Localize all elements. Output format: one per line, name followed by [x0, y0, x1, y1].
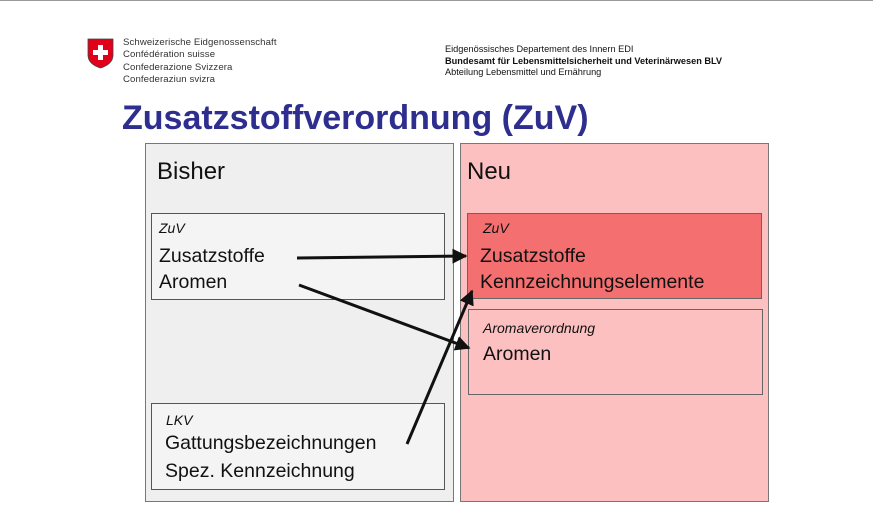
item-aromen-bisher: Aromen [159, 271, 228, 293]
box-lkv-label: LKV [166, 412, 193, 428]
page-title: Zusatzstoffverordnung (ZuV) [122, 99, 589, 137]
department-name: Eidgenössisches Departement des Innern EDI [445, 44, 634, 54]
confederation-name-it: Confederazione Svizzera [123, 61, 233, 73]
confederation-name-de: Schweizerische Eidgenossenschaft [123, 37, 277, 48]
panel-bisher-heading: Bisher [157, 158, 226, 185]
item-aromen-neu: Aromen [483, 343, 552, 365]
division-name: Abteilung Lebensmittel und Ernährung [445, 67, 602, 78]
box-zuv-neu-label: ZuV [483, 220, 509, 236]
panel-neu-heading: Neu [467, 158, 512, 185]
confederation-name-fr: Confédération suisse [123, 49, 216, 61]
box-aromaverordnung-label: Aromaverordnung [483, 320, 596, 336]
item-zusatzstoffe-neu: Zusatzstoffe [480, 245, 586, 267]
office-name: Bundesamt für Lebensmittelsicherheit und Veterinärwesen BLV [445, 55, 723, 66]
item-spez-kennzeichnung: Spez. Kennzeichnung [165, 460, 355, 482]
confederation-name-rm: Confederaziun svizra [123, 74, 216, 86]
arrow-kennzeichnung [407, 291, 472, 444]
item-gattungsbezeichnungen: Gattungsbezeichnungen [165, 432, 377, 454]
arrow-zusatzstoffe [297, 256, 466, 258]
box-zuv-bisher-label: ZuV [159, 220, 185, 236]
item-kennzeichnungselemente: Kennzeichnungselemente [480, 271, 705, 293]
arrow-aromen [299, 285, 469, 348]
item-zusatzstoffe-bisher: Zusatzstoffe [159, 245, 265, 267]
